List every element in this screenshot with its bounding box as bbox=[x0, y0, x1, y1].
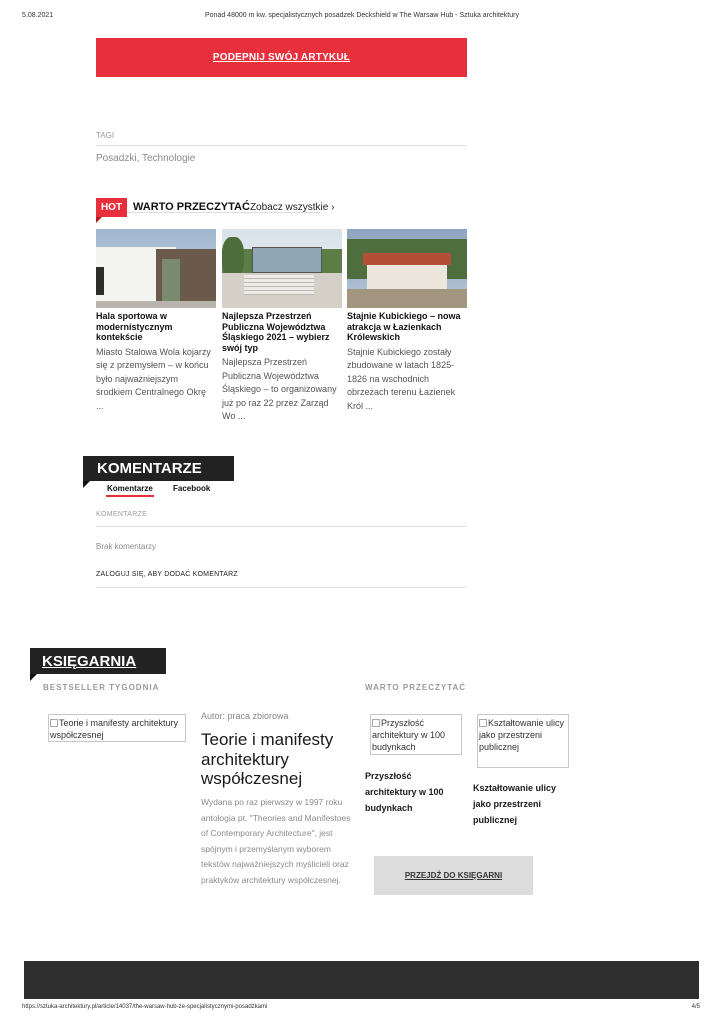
book-image-alt: Teorie i manifesty architektury współczesnej bbox=[50, 718, 179, 740]
article-title[interactable]: Najlepsza Przestrzeń Publiczna Województwa Śląskiego 2021 – wybierz swój typ bbox=[222, 311, 330, 353]
book-author: Autor: praca zbiorowa bbox=[201, 711, 289, 721]
book-description: Wydana po raz pierwszy w 1997 roku antologia pt. "Theories and Manifestoes of Contemporary Architecture", jest spójnym i przemyślanym wyborem tekstów najważniejszych myślicieli oraz praktyków architektury współczesnej. bbox=[201, 797, 351, 885]
comments-divider bbox=[96, 526, 467, 527]
tags-divider bbox=[96, 145, 467, 146]
comments-heading bbox=[83, 456, 234, 481]
submit-article-banner bbox=[96, 38, 467, 77]
article-card[interactable] bbox=[222, 229, 342, 424]
book-image-alt: Kształtowanie ulicy jako przestrzeni publicznej bbox=[479, 718, 565, 752]
hot-badge: HOT bbox=[96, 198, 127, 217]
broken-image-icon bbox=[479, 719, 487, 727]
article-excerpt: Miasto Stalowa Wola kojarzy się z przemysłem – w końcu było najważniejszym środkiem Centralnego Okrę ... bbox=[96, 346, 211, 411]
recommended-book-title[interactable]: Przyszłość architektury w 100 budynkach bbox=[365, 771, 444, 813]
article-image[interactable] bbox=[96, 229, 216, 308]
article-excerpt: Stajnie Kubickiego zostały zbudowane w latach 1825-1826 na wschodnich obrzeżach terenu Łazienek Król ... bbox=[347, 346, 456, 411]
recommended-book-image[interactable] bbox=[477, 714, 569, 768]
comments-label: KOMENTARZE bbox=[96, 511, 148, 518]
broken-image-icon bbox=[50, 719, 58, 727]
bestseller-book-image[interactable] bbox=[48, 714, 186, 742]
print-page-title: Ponad 48000 m kw. specjalistycznych posadzek Deckshield w The Warsaw Hub - Sztuka architektury bbox=[205, 12, 519, 19]
bookstore-heading-text[interactable]: KSIĘGARNIA bbox=[42, 652, 137, 670]
article-image[interactable] bbox=[222, 229, 342, 308]
tab-comments[interactable]: Komentarze bbox=[107, 484, 153, 493]
active-tab-indicator bbox=[106, 495, 154, 497]
book-title[interactable]: Teorie i manifesty architektury współczesnej bbox=[201, 730, 334, 788]
article-card[interactable] bbox=[347, 229, 467, 413]
print-date: 5.08.2021 bbox=[22, 12, 54, 19]
recommended-label: WARTO PRZECZYTAĆ bbox=[365, 683, 467, 692]
print-header bbox=[22, 12, 702, 24]
tags-label: TAGI bbox=[96, 131, 115, 140]
go-to-bookstore-button[interactable]: PRZEJDŹ DO KSIĘGARNI bbox=[374, 856, 533, 895]
hot-divider bbox=[127, 212, 320, 213]
book-image-alt: Przyszłość architektury w 100 budynkach bbox=[372, 718, 446, 752]
no-comments-text: Brak komentarzy bbox=[96, 542, 157, 551]
login-to-comment-link[interactable]: ZALOGUJ SIĘ, ABY DODAĆ KOMENTARZ bbox=[96, 571, 238, 578]
print-url: https://sztuka-architektury.pl/article/14037/the-warsaw-hub-ze-specjalistycznymi-posadzkami bbox=[22, 1004, 268, 1010]
print-page-number: 4/5 bbox=[691, 1004, 700, 1010]
article-excerpt: Najlepsza Przestrzeń Publiczna Województwa Śląskiego – to organizowany już po raz 22 przez Zarząd Wo ... bbox=[222, 357, 337, 421]
article-card[interactable] bbox=[96, 229, 216, 413]
recommended-book-image[interactable] bbox=[370, 714, 462, 755]
article-title[interactable]: Hala sportowa w modernistycznym kontekście bbox=[96, 311, 173, 342]
see-all-link[interactable]: Zobacz wszystkie › bbox=[249, 201, 335, 213]
comments-heading-text: KOMENTARZE bbox=[97, 460, 202, 477]
tags-list[interactable]: Posadzki, Technologie bbox=[96, 153, 196, 164]
article-title[interactable]: Stajnie Kubickiego – nowa atrakcja w Łazienkach Królewskich bbox=[347, 311, 461, 342]
article-image[interactable] bbox=[347, 229, 467, 308]
submit-article-link[interactable]: PODEPNIJ SWÓJ ARTYKUŁ bbox=[212, 52, 351, 63]
comments-divider bbox=[96, 587, 467, 588]
site-footer bbox=[24, 961, 699, 999]
bookstore-heading bbox=[30, 648, 166, 674]
broken-image-icon bbox=[372, 719, 380, 727]
article-list bbox=[96, 229, 467, 429]
recommended-book-title[interactable]: Kształtowanie ulicy jako przestrzeni publicznej bbox=[473, 783, 557, 825]
hot-section-title: WARTO PRZECZYTAĆ bbox=[133, 201, 250, 213]
bestseller-label: BESTSELLER TYGODNIA bbox=[43, 683, 160, 692]
hot-header bbox=[96, 197, 334, 217]
tab-facebook[interactable]: Facebook bbox=[173, 484, 211, 493]
